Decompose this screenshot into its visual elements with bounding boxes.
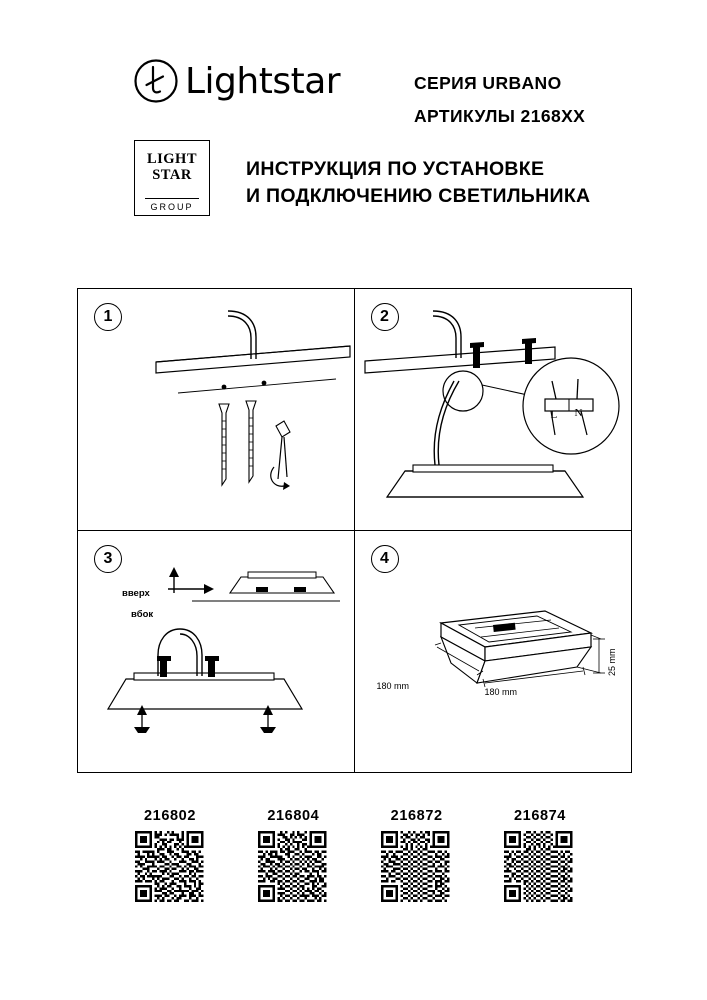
qr-article-code: 216804 [267, 808, 320, 824]
terminal-label-N: N [574, 407, 583, 419]
dimension-height-label: 25 mm [606, 647, 617, 676]
step-4-number: 4 [371, 545, 399, 573]
article-line: АРТИКУЛЫ 2168XX [414, 106, 586, 126]
lightstar-l-icon [133, 58, 179, 104]
group-logo-line-3: GROUP [150, 202, 194, 212]
step-3-mount-fixture [78, 531, 355, 773]
qr-item[interactable] [367, 808, 467, 928]
page-title [246, 156, 676, 210]
page-title-line-2: И ПОДКЛЮЧЕНИЮ СВЕТИЛЬНИКА [246, 185, 591, 207]
qr-article-code: 216874 [513, 808, 566, 824]
group-logo-divider [145, 198, 199, 199]
qr-article-code: 216872 [390, 808, 443, 824]
qr-code-image[interactable] [504, 831, 575, 902]
group-logo-line-2: STAR [152, 167, 192, 183]
qr-item[interactable] [243, 808, 343, 928]
step-1-number: 1 [94, 303, 122, 331]
label-side: вбок [131, 608, 154, 620]
qr-code-image[interactable] [258, 831, 329, 902]
dimension-width-label: 180 mm [376, 680, 410, 691]
qr-item[interactable] [490, 808, 590, 928]
step-2-connect-wires [355, 289, 632, 531]
step-3-number: 3 [94, 545, 122, 573]
document-header [0, 0, 707, 250]
qr-code-image[interactable] [381, 831, 452, 902]
lightstar-group-logo [134, 140, 210, 216]
step-2-number: 2 [371, 303, 399, 331]
qr-item[interactable] [120, 808, 220, 928]
dimension-depth-label: 180 mm [484, 686, 518, 697]
step-4-dimensions [355, 531, 632, 773]
step-1-illustration [78, 289, 355, 531]
step-2-illustration [355, 289, 632, 531]
step-3-illustration [78, 531, 355, 773]
step-1-mark-and-drill [78, 289, 355, 531]
qr-code-image[interactable] [135, 831, 206, 902]
brand-logo [133, 57, 373, 105]
group-logo-line-1: LIGHT [146, 151, 198, 167]
instruction-steps-grid [77, 288, 632, 773]
terminal-label-L: L [550, 409, 558, 421]
step-4-illustration [355, 531, 632, 773]
page-title-line-1: ИНСТРУКЦИЯ ПО УСТАНОВКЕ [246, 158, 545, 180]
label-up: вверх [122, 587, 150, 599]
brand-wordmark: Lightstar [185, 60, 341, 102]
qr-article-code: 216802 [144, 808, 196, 824]
qr-code-row [120, 808, 590, 928]
series-line: СЕРИЯ URBANO [414, 73, 562, 93]
